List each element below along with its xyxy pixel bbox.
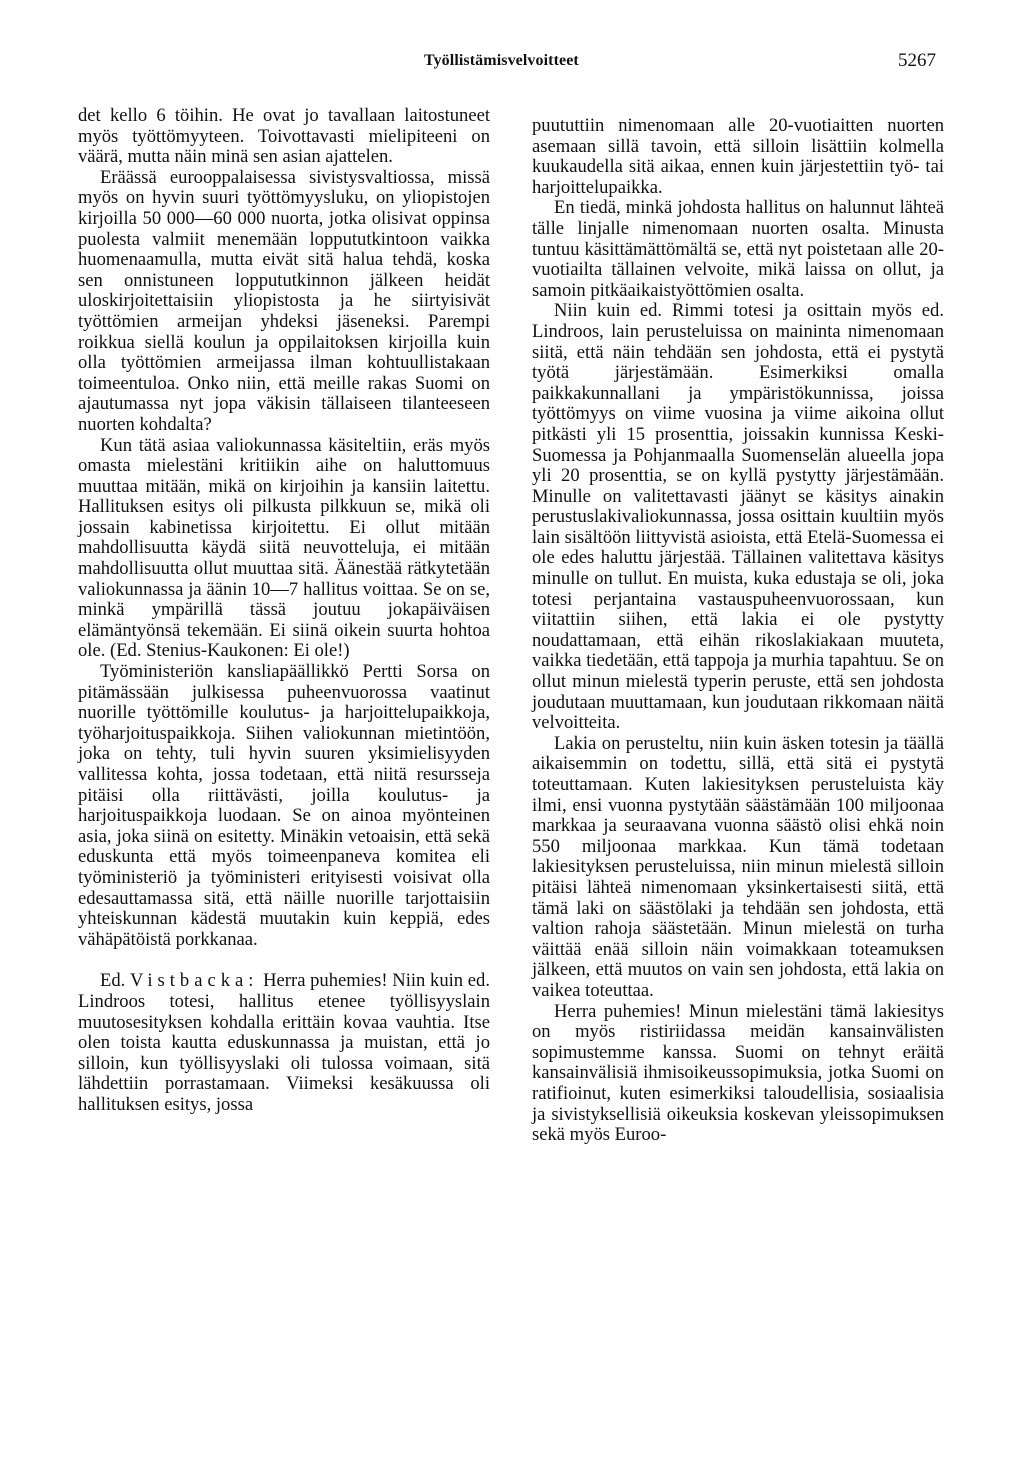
paragraph: Eräässä eurooppalaisessa sivistysvaltiossa, missä myös on hyvin suuri työttömyysluku, on yliopistojen kirjoilla 50 000—60 000 nuorta, jotka olisivat oppinsa puolesta valmiit menemään loppututkintoon vaikka huomenaamulla, mutta eivät sitä halua tehdä, koska sen onnistuneen loppututkinnon jälkeen heidät uloskirjoitettaisiin yliopistosta ja he siirtyisivät työttömien armeijan yhdeksi jäseneksi. Parempi roikkua siellä koulun ja oppilaitoksen kirjoilla kuin olla työttömien armeijassa ilman kohtuullistakaan toimeentuloa. Onko niin, että meille rakas Suomi on ajautumassa nyt jopa väkisin tällaiseen tilanteeseen nuorten kohdalta?	[78, 166, 490, 435]
paragraph: Herra puhemies! Minun mielestäni tämä lakiesitys on myös ristiriidassa meidän kansainvälisten sopimustemme kanssa. Suomi on tehnyt eräitä kansainvälisiä ihmisoikeussopimuksia, jotka Suomi on ratifioinut, kuten esimerkiksi taloudellisia, sosiaalisia ja sivistyksellisiä oikeuksia koskevan yleissopimuksen sekä myös Euroo-	[532, 1000, 944, 1146]
paragraph: puututtiin nimenomaan alle 20-vuotiaitten nuorten asemaan sillä tavoin, että silloin lisättiin kolmella kuukaudella sitä aikaa, ennen kuin järjestettiin työ- tai harjoittelupaikka.	[532, 115, 944, 198]
speech-text: Herra puhemies! Niin kuin ed. Lindroos totesi, hallitus etenee työllisyyslain muutosesityksen kohdalla erittäin kovaa vauhtia. Itse olen toista kautta eduskunnassa ja muistan, että jo silloin, kun työllisyyslaki oli tulossa voimaan, sitä lähdettiin porrastamaan. Viimeksi kesäkuussa oli hallituksen esitys, jossa	[78, 970, 490, 1115]
paragraph: Kun tätä asiaa valiokunnassa käsiteltiin, eräs myös omasta mielestäni kritiikin aihe on haluttomuus muuttaa mitään, mikä on kirjoihin ja kansiin laitettu. Hallituksen esitys oli pilkusta pilkkuun se, mikä oli jossain kabinetissa kirjoitettu. Ei ollut mitään mahdollisuutta käydä siitä neuvotteluja, ei mitään mahdollisuutta ollut muuttaa sitä. Äänestää rätkytetään valiokunnassa ja äänin 10—7 hallitus voittaa. Se on se, minkä ympärillä tässä joutuu jokapäiväisen elämäntyönsä tekemään. Ei siinä oikein suurta hohtoa ole. (Ed. Stenius-Kaukonen: Ei ole!)	[78, 434, 490, 662]
speaker-prefix: Ed.	[100, 970, 126, 992]
running-title: Työllistämisvelvoitteet	[424, 52, 579, 69]
speaker-paragraph	[78, 971, 490, 1115]
paragraph: En tiedä, minkä johdosta hallitus on halunnut lähteä tälle linjalle nimenomaan nuorten osalta. Minusta tuntuu käsittämättömältä se, että nyt poistetaan alle 20-vuotiailta tällainen velvoite, mikä laissa on ollut, ja samoin pitkäaikaistyöttömien osalta.	[532, 197, 944, 301]
right-column	[532, 116, 944, 1146]
left-column	[78, 106, 490, 1116]
paragraph: det kello 6 töihin. He ovat jo tavallaan laitostuneet myös työttömyyteen. Toivottavasti mielipiteeni on väärä, mutta näin minä sen asian ajattelen.	[78, 105, 490, 168]
paragraph: Työministeriön kansliapäällikkö Pertti Sorsa on pitämässään julkisessa puheenvuorossa vaatinut nuorille työttömille koulutus- ja harjoittelupaikkoja, työharjoituspaikkoja. Siihen valiokunnan mietintöön, joka on tehty, tuli hyvin suuren yksimielisyyden vallitessa kohta, jossa todetaan, että niitä resursseja pitäisi olla riittävästi, joilla koulutus- ja harjoituspaikkoja luodaan. Se on ainoa myönteinen asia, joka siinä on esitetty. Minäkin vetoaisin, että sekä eduskunta että myös toimeenpaneva komitea eli työministeriö ja työministeri erityisesti voisivat olla edesauttamassa sitä, että näille nuorille tarjottaisiin yhteiskunnan kädestä muutakin kuin keppiä, edes vähäpätöistä porkkanaa.	[78, 661, 490, 950]
page-header	[0, 52, 1024, 76]
speaker-name: Vistbacka:	[130, 970, 259, 992]
paragraph: Niin kuin ed. Rimmi totesi ja osittain myös ed. Lindroos, lain perusteluissa on maininta nimenomaan siitä, että näin tehdään sen johdosta, että ei pystytä työtä järjestämään. Esimerkiksi omalla paikkakunnallani ja ympäristökunnissa, joissa työttömyys on viime vuosina ja viime aikoina ollut pitkästi yli 15 prosenttia, joissakin kunnissa Keski-Suomessa ja Pohjanmaalla Suomenselän alueella jopa yli 20 prosenttia, se on kyllä pystytty järjestämään. Minulle on valitettavasti jäänyt se käsitys ainakin perustuslakivaliokunnassa, jossa osittain kuultiin myös lain sisältöön liittyvistä asioista, että Etelä-Suomessa ei ole edes haluttu järjestää. Tällainen valitettava käsitys minulle on tullut. En muista, kuka edustaja se oli, joka totesi perjantaina vastauspuheenvuorossaan, kun viitattiin siihen, että lakia ei ole pystytty noudattamaan, että eihän rikoslakiakaan muuteta, vaikka tiedetään, että tappoja ja murhia tapahtuu. Se on ollut minun mielestä typerin peruste, että sen johdosta joudutaan muuttamaan, kun joudutaan rikkomaan näitä velvoitteita.	[532, 300, 945, 734]
page-number: 5267	[898, 50, 936, 71]
paragraph: Lakia on perusteltu, niin kuin äsken totesin ja täällä aikaisemmin on todettu, sillä, että sitä ei pystytä toteuttamaan. Kuten lakiesityksen perusteluista käy ilmi, ensi vuonna pystytään säästämään 100 miljoonaa markkaa ja seuraavana vuonna säästö olisi ehkä noin 550 miljoonaa markkaa. Kun tämä todetaan lakiesityksen perusteluissa, niin minun mielestä silloin pitäisi lähteä nimenomaan yksinkertaisesti siitä, että tämä laki on säästölaki ja tehdään sen johdosta, että valtion rahoja säästetään. Minun mielestä on turha väittää enää silloin näin voimakkaan toteamuksen jälkeen, että muutos on vain sen johdosta, että lakia on vaikea toteuttaa.	[532, 732, 944, 1001]
